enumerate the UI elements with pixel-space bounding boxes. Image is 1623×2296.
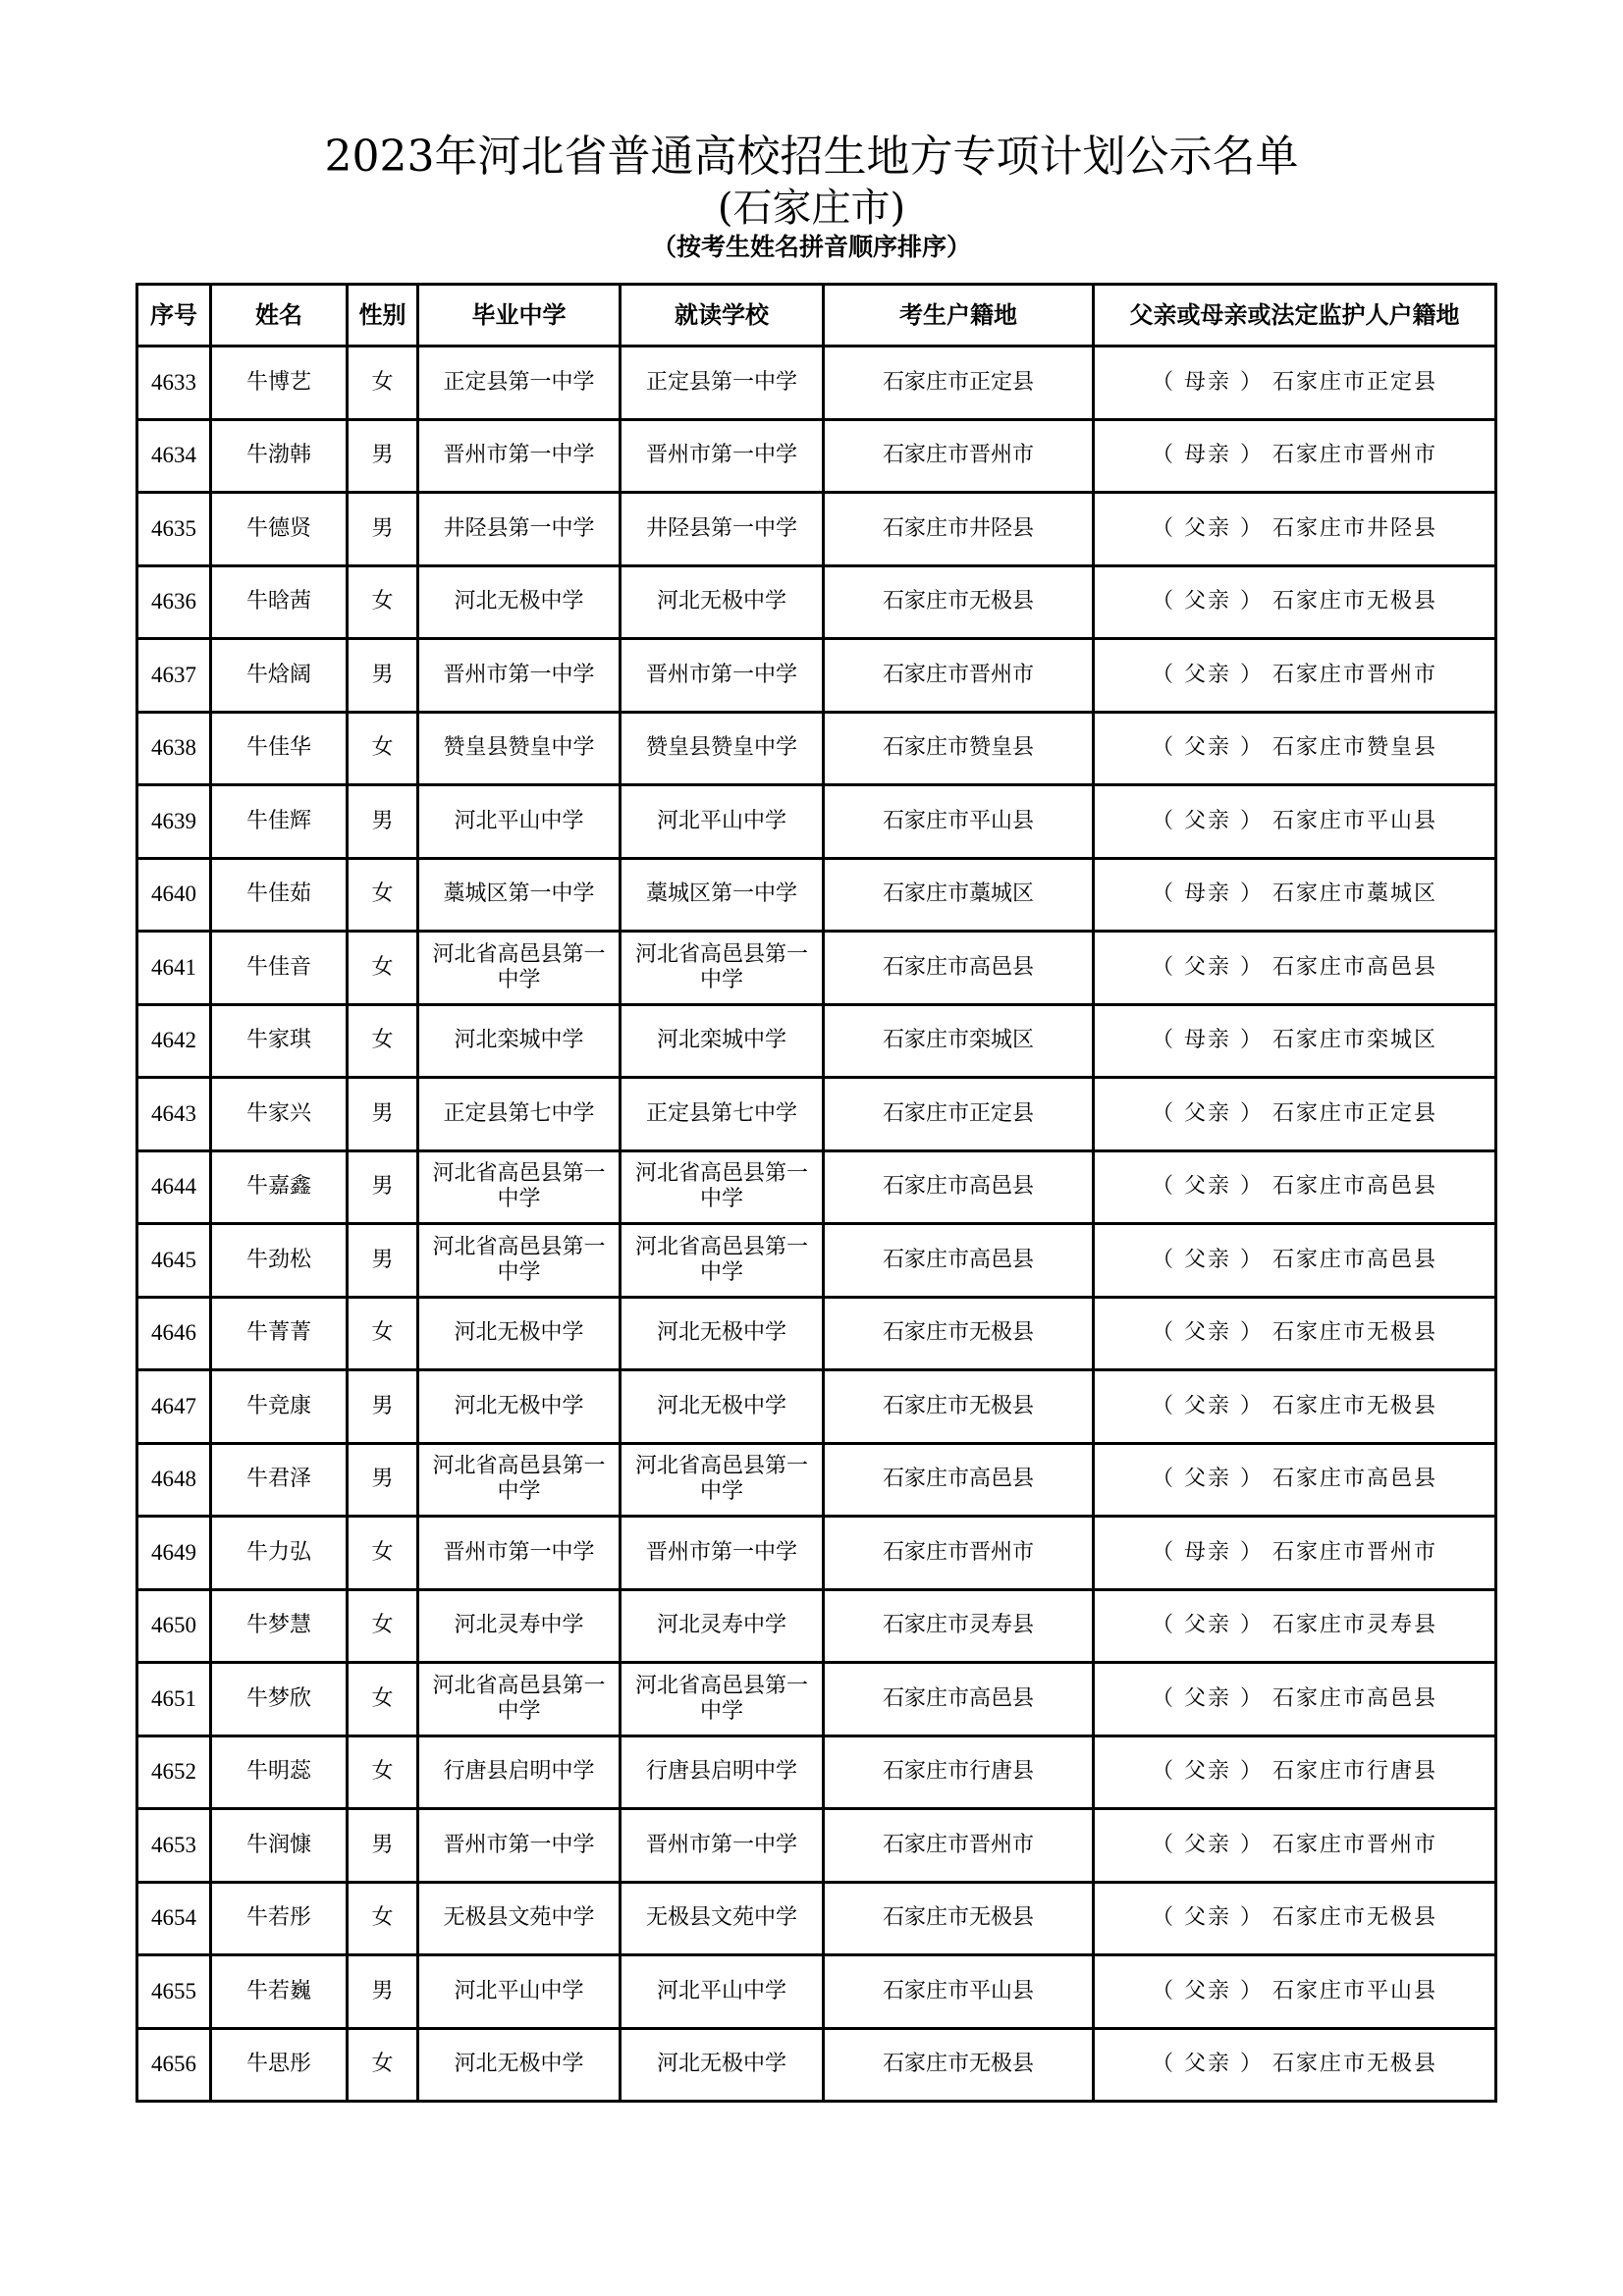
cell-gender: 男 xyxy=(348,785,418,859)
cell-name: 牛梦欣 xyxy=(211,1663,348,1736)
cell-current-school: 晋州市第一中学 xyxy=(621,1517,824,1590)
cell-name: 牛力弘 xyxy=(211,1517,348,1590)
cell-name: 牛佳华 xyxy=(211,712,348,785)
table-row xyxy=(137,565,1496,639)
cell-index: 4646 xyxy=(137,1297,211,1370)
cell-candidate-residence: 石家庄市高邑县 xyxy=(824,932,1094,1005)
candidate-table xyxy=(135,283,1497,2103)
cell-candidate-residence: 石家庄市无极县 xyxy=(824,1370,1094,1444)
cell-current-school: 河北无极中学 xyxy=(621,2028,824,2102)
cell-index: 4649 xyxy=(137,1517,211,1590)
cell-parent-residence: （ 父亲 ） 石家庄市高邑县 xyxy=(1094,1224,1496,1298)
table-row xyxy=(137,785,1496,859)
cell-graduated-school: 晋州市第一中学 xyxy=(418,419,621,493)
cell-gender: 男 xyxy=(348,1078,418,1151)
cell-index: 4648 xyxy=(137,1443,211,1517)
cell-parent-residence: （ 父亲 ） 石家庄市无极县 xyxy=(1094,2028,1496,2102)
cell-candidate-residence: 石家庄市赞皇县 xyxy=(824,712,1094,785)
cell-graduated-school: 河北省高邑县第一中学 xyxy=(418,1150,621,1224)
cell-graduated-school: 河北栾城中学 xyxy=(418,1004,621,1078)
cell-gender: 女 xyxy=(348,565,418,639)
cell-parent-residence: （ 母亲 ） 石家庄市藁城区 xyxy=(1094,858,1496,932)
header-index: 序号 xyxy=(137,285,211,347)
cell-gender: 女 xyxy=(348,858,418,932)
cell-candidate-residence: 石家庄市晋州市 xyxy=(824,419,1094,493)
cell-graduated-school: 晋州市第一中学 xyxy=(418,1517,621,1590)
cell-index: 4656 xyxy=(137,2028,211,2102)
table-row xyxy=(137,932,1496,1005)
cell-index: 4652 xyxy=(137,1735,211,1809)
cell-parent-residence: （ 父亲 ） 石家庄市赞皇县 xyxy=(1094,712,1496,785)
cell-name: 牛佳茹 xyxy=(211,858,348,932)
header-candidate-residence: 考生户籍地 xyxy=(824,285,1094,347)
cell-index: 4638 xyxy=(137,712,211,785)
table-row xyxy=(137,1517,1496,1590)
cell-current-school: 河北省高邑县第一中学 xyxy=(621,1224,824,1298)
cell-name: 牛润慷 xyxy=(211,1809,348,1883)
cell-gender: 女 xyxy=(348,1297,418,1370)
cell-index: 4636 xyxy=(137,565,211,639)
cell-name: 牛若彤 xyxy=(211,1882,348,1955)
cell-current-school: 河北无极中学 xyxy=(621,1370,824,1444)
cell-candidate-residence: 石家庄市井陉县 xyxy=(824,493,1094,566)
table-row xyxy=(137,712,1496,785)
cell-gender: 男 xyxy=(348,1224,418,1298)
cell-graduated-school: 行唐县启明中学 xyxy=(418,1735,621,1809)
header-name: 姓名 xyxy=(211,285,348,347)
table-row xyxy=(137,1809,1496,1883)
document-subtitle: (石家庄市) xyxy=(717,186,906,231)
cell-index: 4642 xyxy=(137,1004,211,1078)
table-row xyxy=(137,1882,1496,1955)
cell-candidate-residence: 石家庄市晋州市 xyxy=(824,639,1094,713)
cell-name: 牛嘉鑫 xyxy=(211,1150,348,1224)
cell-parent-residence: （ 父亲 ） 石家庄市晋州市 xyxy=(1094,1809,1496,1883)
table-row xyxy=(137,493,1496,566)
cell-index: 4634 xyxy=(137,419,211,493)
cell-gender: 男 xyxy=(348,639,418,713)
cell-gender: 男 xyxy=(348,1150,418,1224)
cell-parent-residence: （ 母亲 ） 石家庄市晋州市 xyxy=(1094,1517,1496,1590)
cell-index: 4645 xyxy=(137,1224,211,1298)
cell-gender: 女 xyxy=(348,1517,418,1590)
cell-parent-residence: （ 父亲 ） 石家庄市无极县 xyxy=(1094,1370,1496,1444)
cell-index: 4651 xyxy=(137,1663,211,1736)
cell-candidate-residence: 石家庄市正定县 xyxy=(824,1078,1094,1151)
header-gender: 性别 xyxy=(348,285,418,347)
cell-parent-residence: （ 父亲 ） 石家庄市晋州市 xyxy=(1094,639,1496,713)
cell-name: 牛梦慧 xyxy=(211,1589,348,1663)
cell-current-school: 河北省高邑县第一中学 xyxy=(621,1663,824,1736)
cell-parent-residence: （ 父亲 ） 石家庄市正定县 xyxy=(1094,1078,1496,1151)
table-row xyxy=(137,1370,1496,1444)
cell-index: 4655 xyxy=(137,1955,211,2029)
cell-current-school: 河北平山中学 xyxy=(621,1955,824,2029)
cell-index: 4637 xyxy=(137,639,211,713)
cell-graduated-school: 晋州市第一中学 xyxy=(418,639,621,713)
table-row xyxy=(137,1004,1496,1078)
cell-name: 牛若巍 xyxy=(211,1955,348,2029)
cell-name: 牛博艺 xyxy=(211,347,348,420)
cell-current-school: 晋州市第一中学 xyxy=(621,419,824,493)
header-graduated-school: 毕业中学 xyxy=(418,285,621,347)
cell-candidate-residence: 石家庄市高邑县 xyxy=(824,1224,1094,1298)
cell-parent-residence: （ 母亲 ） 石家庄市晋州市 xyxy=(1094,419,1496,493)
cell-current-school: 河北省高邑县第一中学 xyxy=(621,1443,824,1517)
cell-graduated-school: 正定县第一中学 xyxy=(418,347,621,420)
cell-index: 4641 xyxy=(137,932,211,1005)
cell-index: 4635 xyxy=(137,493,211,566)
sort-note: （按考生姓名拼音顺序排序） xyxy=(651,233,971,261)
cell-parent-residence: （ 父亲 ） 石家庄市灵寿县 xyxy=(1094,1589,1496,1663)
cell-parent-residence: （ 父亲 ） 石家庄市平山县 xyxy=(1094,785,1496,859)
cell-name: 牛佳音 xyxy=(211,932,348,1005)
header-current-school: 就读学校 xyxy=(621,285,824,347)
table-row xyxy=(137,347,1496,420)
cell-index: 4644 xyxy=(137,1150,211,1224)
cell-gender: 女 xyxy=(348,1882,418,1955)
cell-gender: 女 xyxy=(348,1735,418,1809)
cell-candidate-residence: 石家庄市正定县 xyxy=(824,347,1094,420)
cell-graduated-school: 正定县第七中学 xyxy=(418,1078,621,1151)
cell-current-school: 河北省高邑县第一中学 xyxy=(621,1150,824,1224)
cell-gender: 女 xyxy=(348,1589,418,1663)
cell-name: 牛德贤 xyxy=(211,493,348,566)
cell-index: 4653 xyxy=(137,1809,211,1883)
cell-current-school: 赞皇县赞皇中学 xyxy=(621,712,824,785)
cell-current-school: 正定县第七中学 xyxy=(621,1078,824,1151)
cell-index: 4643 xyxy=(137,1078,211,1151)
cell-index: 4654 xyxy=(137,1882,211,1955)
cell-candidate-residence: 石家庄市无极县 xyxy=(824,565,1094,639)
cell-current-school: 晋州市第一中学 xyxy=(621,1809,824,1883)
table-row xyxy=(137,1589,1496,1663)
cell-gender: 女 xyxy=(348,2028,418,2102)
cell-graduated-school: 河北无极中学 xyxy=(418,1297,621,1370)
cell-candidate-residence: 石家庄市栾城区 xyxy=(824,1004,1094,1078)
cell-graduated-school: 河北省高邑县第一中学 xyxy=(418,1663,621,1736)
cell-current-school: 井陉县第一中学 xyxy=(621,493,824,566)
header-parent-residence: 父亲或母亲或法定监护人户籍地 xyxy=(1094,285,1496,347)
cell-gender: 男 xyxy=(348,419,418,493)
cell-candidate-residence: 石家庄市晋州市 xyxy=(824,1517,1094,1590)
table-row xyxy=(137,1224,1496,1298)
cell-current-school: 正定县第一中学 xyxy=(621,347,824,420)
cell-current-school: 河北栾城中学 xyxy=(621,1004,824,1078)
cell-name: 牛渤韩 xyxy=(211,419,348,493)
cell-graduated-school: 河北省高邑县第一中学 xyxy=(418,1224,621,1298)
cell-gender: 女 xyxy=(348,712,418,785)
cell-graduated-school: 无极县文苑中学 xyxy=(418,1882,621,1955)
cell-candidate-residence: 石家庄市行唐县 xyxy=(824,1735,1094,1809)
cell-index: 4640 xyxy=(137,858,211,932)
cell-name: 牛焓阔 xyxy=(211,639,348,713)
cell-gender: 男 xyxy=(348,1809,418,1883)
cell-current-school: 藁城区第一中学 xyxy=(621,858,824,932)
cell-parent-residence: （ 父亲 ） 石家庄市无极县 xyxy=(1094,1882,1496,1955)
cell-parent-residence: （ 母亲 ） 石家庄市正定县 xyxy=(1094,347,1496,420)
cell-parent-residence: （ 母亲 ） 石家庄市栾城区 xyxy=(1094,1004,1496,1078)
table-row xyxy=(137,639,1496,713)
table-row xyxy=(137,2028,1496,2102)
cell-current-school: 无极县文苑中学 xyxy=(621,1882,824,1955)
cell-parent-residence: （ 父亲 ） 石家庄市高邑县 xyxy=(1094,1663,1496,1736)
cell-graduated-school: 河北无极中学 xyxy=(418,2028,621,2102)
cell-current-school: 河北无极中学 xyxy=(621,1297,824,1370)
cell-gender: 女 xyxy=(348,932,418,1005)
cell-parent-residence: （ 父亲 ） 石家庄市无极县 xyxy=(1094,565,1496,639)
cell-candidate-residence: 石家庄市高邑县 xyxy=(824,1443,1094,1517)
cell-graduated-school: 河北灵寿中学 xyxy=(418,1589,621,1663)
table-row xyxy=(137,1735,1496,1809)
cell-name: 牛竞康 xyxy=(211,1370,348,1444)
table-row xyxy=(137,1443,1496,1517)
cell-name: 牛佳辉 xyxy=(211,785,348,859)
cell-index: 4639 xyxy=(137,785,211,859)
cell-index: 4633 xyxy=(137,347,211,420)
cell-index: 4650 xyxy=(137,1589,211,1663)
cell-candidate-residence: 石家庄市平山县 xyxy=(824,1955,1094,2029)
cell-candidate-residence: 石家庄市高邑县 xyxy=(824,1150,1094,1224)
cell-candidate-residence: 石家庄市藁城区 xyxy=(824,858,1094,932)
cell-current-school: 晋州市第一中学 xyxy=(621,639,824,713)
cell-name: 牛晗茜 xyxy=(211,565,348,639)
table-row xyxy=(137,1078,1496,1151)
cell-graduated-school: 河北无极中学 xyxy=(418,1370,621,1444)
table-row xyxy=(137,1297,1496,1370)
table-row xyxy=(137,1663,1496,1736)
cell-parent-residence: （ 父亲 ） 石家庄市高邑县 xyxy=(1094,932,1496,1005)
cell-gender: 男 xyxy=(348,1370,418,1444)
cell-name: 牛思彤 xyxy=(211,2028,348,2102)
cell-candidate-residence: 石家庄市高邑县 xyxy=(824,1663,1094,1736)
cell-parent-residence: （ 父亲 ） 石家庄市高邑县 xyxy=(1094,1443,1496,1517)
cell-gender: 男 xyxy=(348,1955,418,2029)
cell-candidate-residence: 石家庄市无极县 xyxy=(824,1297,1094,1370)
cell-gender: 女 xyxy=(348,347,418,420)
cell-current-school: 行唐县启明中学 xyxy=(621,1735,824,1809)
cell-name: 牛菁菁 xyxy=(211,1297,348,1370)
cell-name: 牛君泽 xyxy=(211,1443,348,1517)
cell-parent-residence: （ 父亲 ） 石家庄市行唐县 xyxy=(1094,1735,1496,1809)
cell-gender: 女 xyxy=(348,1663,418,1736)
cell-graduated-school: 井陉县第一中学 xyxy=(418,493,621,566)
cell-current-school: 河北无极中学 xyxy=(621,565,824,639)
cell-name: 牛明蕊 xyxy=(211,1735,348,1809)
cell-candidate-residence: 石家庄市平山县 xyxy=(824,785,1094,859)
cell-candidate-residence: 石家庄市灵寿县 xyxy=(824,1589,1094,1663)
cell-current-school: 河北省高邑县第一中学 xyxy=(621,932,824,1005)
cell-name: 牛劲松 xyxy=(211,1224,348,1298)
cell-graduated-school: 赞皇县赞皇中学 xyxy=(418,712,621,785)
cell-graduated-school: 晋州市第一中学 xyxy=(418,1809,621,1883)
cell-name: 牛家琪 xyxy=(211,1004,348,1078)
table-row xyxy=(137,419,1496,493)
cell-candidate-residence: 石家庄市无极县 xyxy=(824,1882,1094,1955)
cell-parent-residence: （ 父亲 ） 石家庄市无极县 xyxy=(1094,1297,1496,1370)
cell-gender: 女 xyxy=(348,1004,418,1078)
table-header-row xyxy=(137,285,1496,347)
cell-parent-residence: （ 父亲 ） 石家庄市高邑县 xyxy=(1094,1150,1496,1224)
cell-graduated-school: 河北平山中学 xyxy=(418,1955,621,2029)
cell-parent-residence: （ 父亲 ） 石家庄市井陉县 xyxy=(1094,493,1496,566)
cell-gender: 男 xyxy=(348,493,418,566)
cell-name: 牛家兴 xyxy=(211,1078,348,1151)
table-row xyxy=(137,858,1496,932)
cell-index: 4647 xyxy=(137,1370,211,1444)
table-row xyxy=(137,1955,1496,2029)
cell-candidate-residence: 石家庄市无极县 xyxy=(824,2028,1094,2102)
document-title: 2023年河北省普通高校招生地方专项计划公示名单 xyxy=(324,132,1299,182)
cell-gender: 男 xyxy=(348,1443,418,1517)
cell-parent-residence: （ 父亲 ） 石家庄市平山县 xyxy=(1094,1955,1496,2029)
cell-graduated-school: 河北省高邑县第一中学 xyxy=(418,932,621,1005)
table-row xyxy=(137,1150,1496,1224)
cell-current-school: 河北灵寿中学 xyxy=(621,1589,824,1663)
cell-graduated-school: 河北无极中学 xyxy=(418,565,621,639)
cell-graduated-school: 河北省高邑县第一中学 xyxy=(418,1443,621,1517)
cell-graduated-school: 河北平山中学 xyxy=(418,785,621,859)
cell-candidate-residence: 石家庄市晋州市 xyxy=(824,1809,1094,1883)
cell-graduated-school: 藁城区第一中学 xyxy=(418,858,621,932)
cell-current-school: 河北平山中学 xyxy=(621,785,824,859)
